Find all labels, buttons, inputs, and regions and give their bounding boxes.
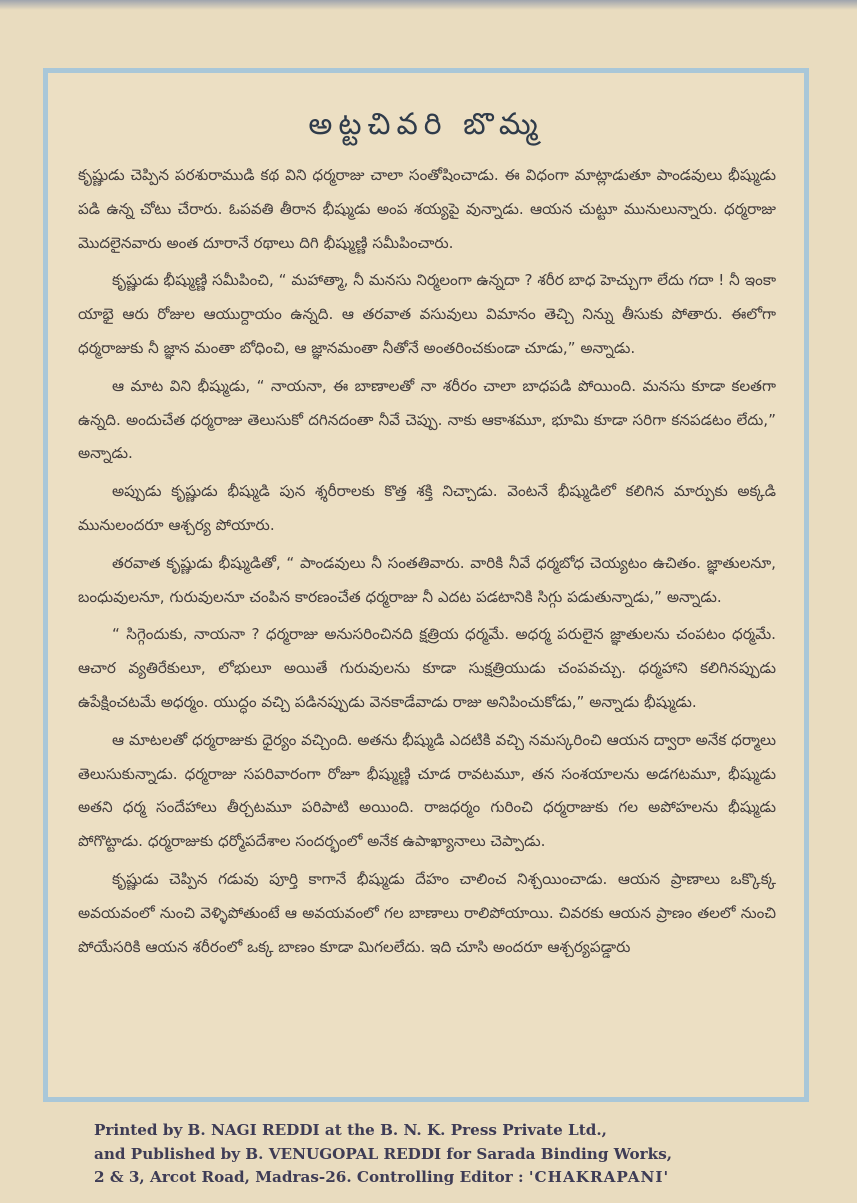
paragraph: కృష్ణుడు భీష్ముణ్ణి సమీపించి, “ మహాత్మా, నీ మనసు నిర్మలంగా ఉన్నదా ? శరీర బాధ హెచ్చుగా లేదు గదా ! నీ ఇంకా యాభై ఆరు రోజుల ఆయుర్దాయం ఉన్నది. ఆ తరవాత వసువులు విమానం తెచ్చి నిన్ను తీసుకు పోతారు. ఈలోగా ధర్మరాజుకు నీ జ్ఞాన మంతా బోధించి, ఆ జ్ఞానమంతా నీతోనే అంతరించకుండా చూడు,” అన్నాడు. [78, 271, 776, 357]
page-title: అట్టచివరి బొమ్మ [308, 107, 544, 142]
paragraph: “ సిగ్గెందుకు, నాయనా ? ధర్మరాజు అనుసరించినది క్షత్రియ ధర్మమే. అధర్మ పరులైన జ్ఞాతులను చంపటం ధర్మమే. ఆచార వ్యతిరేకులూ, లోభులూ అయితే గురువులను కూడా సుక్షత్రియుడు చంపవచ్చు. ధర్మహాని కలిగినప్పుడు ఉపేక్షించటమే అధర్మం. యుద్ధం వచ్చి పడినప్పుడు వెనకాడేవాడు రాజు అనిపించుకోడు,” అన్నాడు భీష్ముడు. [78, 625, 776, 711]
page-frame [43, 68, 809, 1102]
story-body [78, 159, 776, 968]
paragraph: ఆ మాట విని భీష్ముడు, “ నాయనా, ఈ బాణాలతో నా శరీరం చాలా బాధపడి పోయింది. మనసు కూడా కలతగా ఉన్నది. అందుచేత ధర్మరాజు తెలుసుకో దగినదంతా నీవే చెప్పు. నాకు ఆకాశమూ, భూమి కూడా సరిగా కనపడటం లేదు,” అన్నాడు. [78, 376, 776, 463]
paragraph: కృష్ణుడు చెప్పిన గడువు పూర్తి కాగానే భీష్ముడు దేహం చాలించ నిశ్చయించాడు. ఆయన ప్రాణాలు ఒక్కొక్క అవయవంలో నుంచి వెళ్ళిపోతుంటే ఆ అవయవంలో గల బాణాలు రాలిపోయాయి. చివరకు ఆయన ప్రాణం తలలో నుంచి పోయేసరికి ఆయన శరీరంలో ఒక్క బాణం కూడా మిగలలేదు. ఇది చూసి అందరూ ఆశ్చర్యపడ్డారు [78, 869, 776, 956]
paragraph: కృష్ణుడు చెప్పిన పరశురాముడి కథ విని ధర్మరాజు చాలా సంతోషించాడు. ఈ విధంగా మాట్లాడుతూ పాండవులు భీష్ముడు పడి ఉన్న చోటు చేరారు. ఓపవతి తీరాన భీష్ముడు అంప శయ్యపై వున్నాడు. ఆయన చుట్టూ మునులున్నారు. ధర్మరాజు మొదలైనవారు అంత దూరానే రథాలు దిగి భీష్ముణ్ణి సమీపించారు. [78, 166, 776, 252]
scan-top-edge [0, 0, 857, 10]
paragraph: అప్పుడు కృష్ణుడు భీష్ముడి పున శ్శరీరాలకు కొత్త శక్తి నిచ్చాడు. వెంటనే భీష్ముడిలో కలిగిన మార్పుకు అక్కడి మునులందరూ ఆశ్చర్య పోయారు. [78, 482, 776, 534]
paragraph: ఆ మాటలతో ధర్మరాజుకు ధైర్యం వచ్చింది. అతను భీష్ముడి ఎదటికి వచ్చి నమస్కరించి ఆయన ద్వారా అనేక ధర్మాలు తెలుసుకున్నాడు. ధర్మరాజు సపరివారంగా రోజూ భీష్ముణ్ణి చూడ రావటమూ, తన సంశయాలను అడగటమూ, భీష్ముడు అతని ధర్మ సందేహాలు తీర్చటమూ పరిపాటి అయింది. రాజధర్మం గురించి ధర్మరాజుకు గల అపోహలను భీష్ముడు పోగొట్టాడు. ధర్మరాజుకు ధర్మోపదేశాల సందర్భంలో అనేక ఉపాఖ్యానాలు చెప్పాడు. [78, 730, 776, 851]
paragraph: తరవాత కృష్ణుడు భీష్ముడితో, “ పాండవులు నీ సంతతివారు. వారికి నీవే ధర్మబోధ చెయ్యటం ఉచితం. జ్ఞాతులనూ, బంధువులనూ, గురువులనూ చంపిన కారణంచేత ధర్మరాజు నీ ఎదట పడటానికి సిగ్గు పడుతున్నాడు,” అన్నాడు. [78, 553, 776, 606]
imprint-line: and Published by B. VENUGOPAL REDDI for Sarada Binding Works, [94, 1144, 673, 1163]
imprint-line: Printed by B. NAGI REDDI at the B. N. K. Press Private Ltd., [94, 1121, 607, 1139]
editor-name: 'CHAKRAPANI' [528, 1168, 670, 1186]
imprint-footer [94, 1119, 774, 1190]
imprint-address: 2 & 3, Arcot Road, Madras-26. Controlling Editor : [94, 1168, 524, 1186]
imprint-line [94, 1166, 774, 1190]
